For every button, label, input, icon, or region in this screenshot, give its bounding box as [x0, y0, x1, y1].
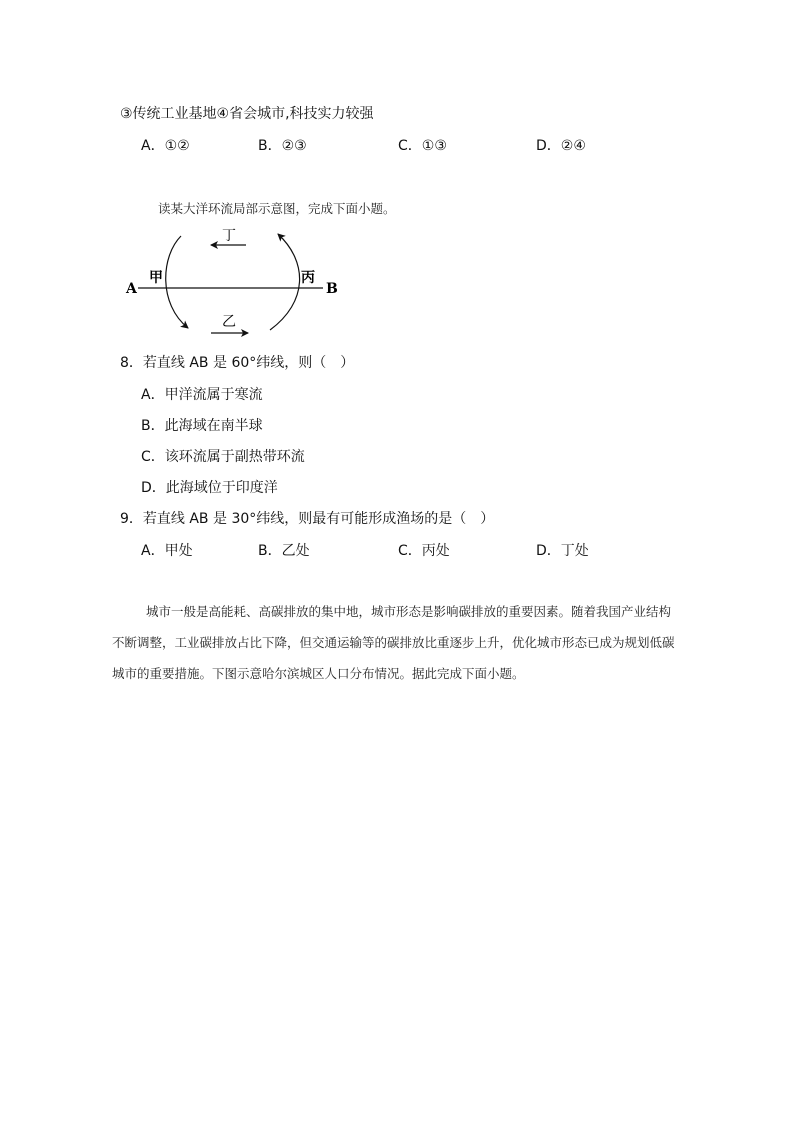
label-bing: 丙: [301, 270, 315, 286]
option-a: A．①②: [141, 138, 190, 154]
group2-paragraph: 城市一般是高能耗、高碳排放的集中地，城市形态是影响碳排放的重要因素。随着我国产业结构不断调整，工业碳排放占比下降，但交通运输等的碳排放比重逐步上升，优化城市形态已成为规划低碳城市的重要措施。下图示意哈尔滨城区人口分布情况。据此完成下面小题。: [112, 604, 675, 681]
label-jia: 甲: [149, 270, 163, 286]
q9-option-d: D．丁处: [536, 543, 589, 559]
q9-option-a: A．甲处: [141, 543, 193, 559]
label-b: B: [326, 281, 338, 297]
group-intro: 读某大洋环流局部示意图，完成下面小题。: [158, 201, 396, 216]
q9-option-b: B．乙处: [258, 543, 310, 559]
label-ding: 丁: [222, 228, 236, 244]
q8-option-b: B．此海域在南半球: [141, 418, 263, 434]
option-b: B．②③: [258, 138, 307, 154]
current-arc-left: [166, 236, 188, 328]
q8-option-c: C．该环流属于副热带环流: [141, 449, 305, 465]
q8-stem: 8．若直线 AB 是 60°纬线，则（ ）: [120, 355, 355, 371]
option-d: D．②④: [536, 138, 586, 154]
q9-option-c: C．丙处: [398, 543, 450, 559]
label-a: A: [126, 281, 137, 297]
question-stem-tail: ③传统工业基地④省会城市,科技实力较强: [120, 106, 374, 122]
q8-option-a: A．甲洋流属于寒流: [141, 387, 263, 403]
q9-stem: 9．若直线 AB 是 30°纬线，则最有可能形成渔场的是（ ）: [120, 511, 495, 527]
current-arc-right: [270, 234, 300, 330]
ocean-current-diagram: [118, 222, 348, 340]
option-c: C．①③: [398, 138, 447, 154]
label-yi: 乙: [222, 314, 236, 330]
q8-option-d: D．此海域位于印度洋: [141, 480, 278, 496]
